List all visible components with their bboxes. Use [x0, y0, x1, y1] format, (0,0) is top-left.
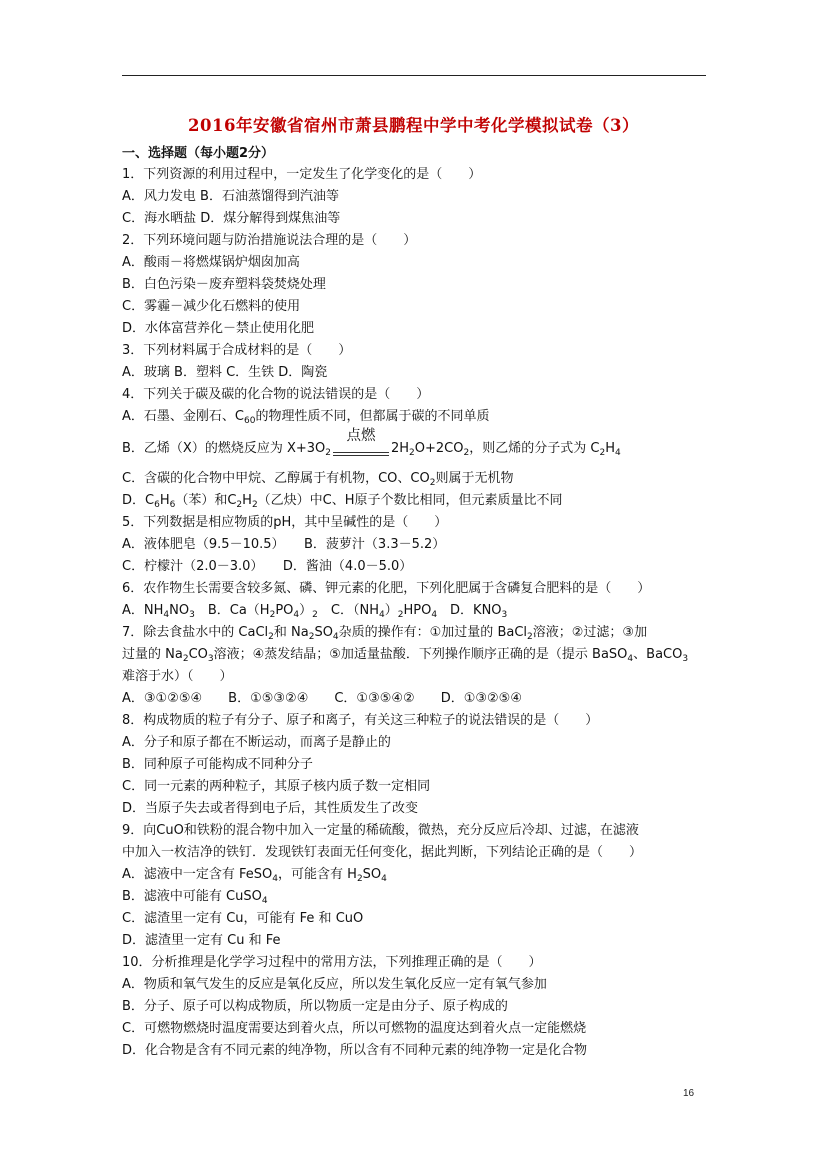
q10-stem: 10．分析推理是化学学习过程中的常用方法，下列推理正确的是（ ） — [122, 955, 542, 970]
q6-stem: 6．农作物生长需要含较多氮、磷、钾元素的化肥，下列化肥属于含磷复合肥料的是（ ） — [122, 581, 651, 596]
q5-stem: 5．下列数据是相应物质的pH，其中呈碱性的是（ ） — [122, 515, 448, 530]
q2-option-b: B．白色污染－废弃塑料袋焚烧处理 — [122, 277, 326, 292]
q7-stem-line3: 难溶于水）（ ） — [122, 669, 233, 684]
q1-options-cd: C．海水晒盐 D．煤分解得到煤焦油等 — [122, 211, 341, 226]
q1-options-ab: A．风力发电 B．石油蒸馏得到汽油等 — [122, 189, 339, 204]
q7-options: A．③①②⑤④ B．①⑤③②④ C．①③⑤④② D．①③②⑤④ — [122, 691, 522, 706]
q4-option-c: C．含碳的化合物中甲烷、乙醇属于有机物，CO、$CO_2$则属于无机物 — [122, 471, 514, 488]
ignite-condition: 点燃 — [346, 428, 376, 444]
q10-option-d: D．化合物是含有不同元素的纯净物，所以含有不同种元素的纯净物一定是化合物 — [122, 1043, 588, 1058]
q5-options-cd: C．柠檬汁（2.0－3.0） D．酱油（4.0－5.0） — [122, 559, 413, 574]
q9-option-b: B．滤液中可能有 CuSO$_4$ — [122, 889, 268, 906]
q2-option-d: D．水体富营养化－禁止使用化肥 — [122, 321, 315, 336]
q8-option-d: D．当原子失去或者得到电子后，其性质发生了改变 — [122, 801, 419, 816]
q4-option-d: D．$C_6H_6$（苯）和$C_2H_2$（乙炔）中C、H原子个数比相同，但元素质量比不同 — [122, 493, 563, 510]
q9-option-c: C．滤渣里一定有 Cu，可能有 Fe 和 CuO — [122, 911, 364, 926]
q7-stem-line2: 过量的 $Na_2CO_3$溶液；④蒸发结晶；⑤加适量盐酸．下列操作顺序正确的是（提示 BaSO$_4$、BaCO$_3$ — [122, 647, 689, 664]
q9-option-a: A．滤液中一定含有 FeSO$_4$，可能含有 $H_2SO_4$ — [122, 867, 387, 884]
reaction-arrow — [331, 428, 391, 460]
q8-option-b: B．同种原子可能构成不同种分子 — [122, 757, 313, 772]
q1-stem: 1．下列资源的利用过程中，一定发生了化学变化的是（ ） — [122, 167, 482, 182]
q8-stem: 8．构成物质的粒子有分子、原子和离子，有关这三种粒子的说法错误的是（ ） — [122, 713, 599, 728]
q7-stem-line1: 7．除去食盐水中的 CaCl$_2$和 $Na_2SO_4$杂质的操作有：①加过量的 BaCl$_2$溶液；②过滤；③加 — [122, 625, 648, 642]
q4-option-b: B．乙烯（X）的燃烧反应为 $X+3O_2$ 点燃 $2H_2O+2CO_2$，则乙烯的分子式为 $C_2H_4$ — [122, 438, 722, 460]
q10-option-b: B．分子、原子可以构成物质，所以物质一定是由分子、原子构成的 — [122, 999, 508, 1014]
q4-stem: 4．下列关于碳及碳的化合物的说法错误的是（ ） — [122, 387, 430, 402]
q3-options: A．玻璃 B．塑料 C．生铁 D．陶瓷 — [122, 365, 328, 380]
q4-option-a: A．石墨、金刚石、$C_{60}$的物理性质不同，但都属于碳的不同单质 — [122, 409, 490, 426]
q6-options: A．$NH_4NO_3$ B．$Ca(H_2PO_4)_2$ C．$(NH_4)_2HPO_4$ D．$KNO_3$ — [122, 603, 508, 620]
q10-option-c: C．可燃物燃烧时温度需要达到着火点，所以可燃物的温度达到着火点一定能燃烧 — [122, 1021, 587, 1036]
section-heading: 一、选择题（每小题2分） — [122, 146, 275, 161]
q10-option-a: A．物质和氧气发生的反应是氧化反应，所以发生氧化反应一定有氧气参加 — [122, 977, 547, 992]
q9-stem-line2: 中加入一枚洁净的铁钉．发现铁钉表面无任何变化，据此判断，下列结论正确的是（ ） — [122, 845, 643, 860]
q5-options-ab: A．液体肥皂（9.5－10.5） B．菠萝汁（3.3－5.2） — [122, 537, 446, 552]
q3-stem: 3．下列材料属于合成材料的是（ ） — [122, 343, 352, 358]
header-rule — [122, 75, 706, 76]
q8-option-c: C．同一元素的两种粒子，其原子核内质子数一定相同 — [122, 779, 431, 794]
page-number: 16 — [683, 1088, 695, 1099]
exam-title: 2016年安徽省宿州市萧县鹏程中学中考化学模拟试卷（3） — [188, 116, 639, 135]
q9-option-d: D．滤渣里一定有 Cu 和 Fe — [122, 933, 281, 948]
q2-stem: 2．下列环境问题与防治措施说法合理的是（ ） — [122, 233, 417, 248]
q8-option-a: A．分子和原子都在不断运动，而离子是静止的 — [122, 735, 391, 750]
q2-option-c: C．雾霾－减少化石燃料的使用 — [122, 299, 301, 314]
q2-option-a: A．酸雨－将燃煤锅炉烟囱加高 — [122, 255, 300, 270]
q9-stem-line1: 9．向CuO和铁粉的混合物中加入一定量的稀硫酸，微热，充分反应后冷却、过滤，在滤液 — [122, 823, 639, 838]
